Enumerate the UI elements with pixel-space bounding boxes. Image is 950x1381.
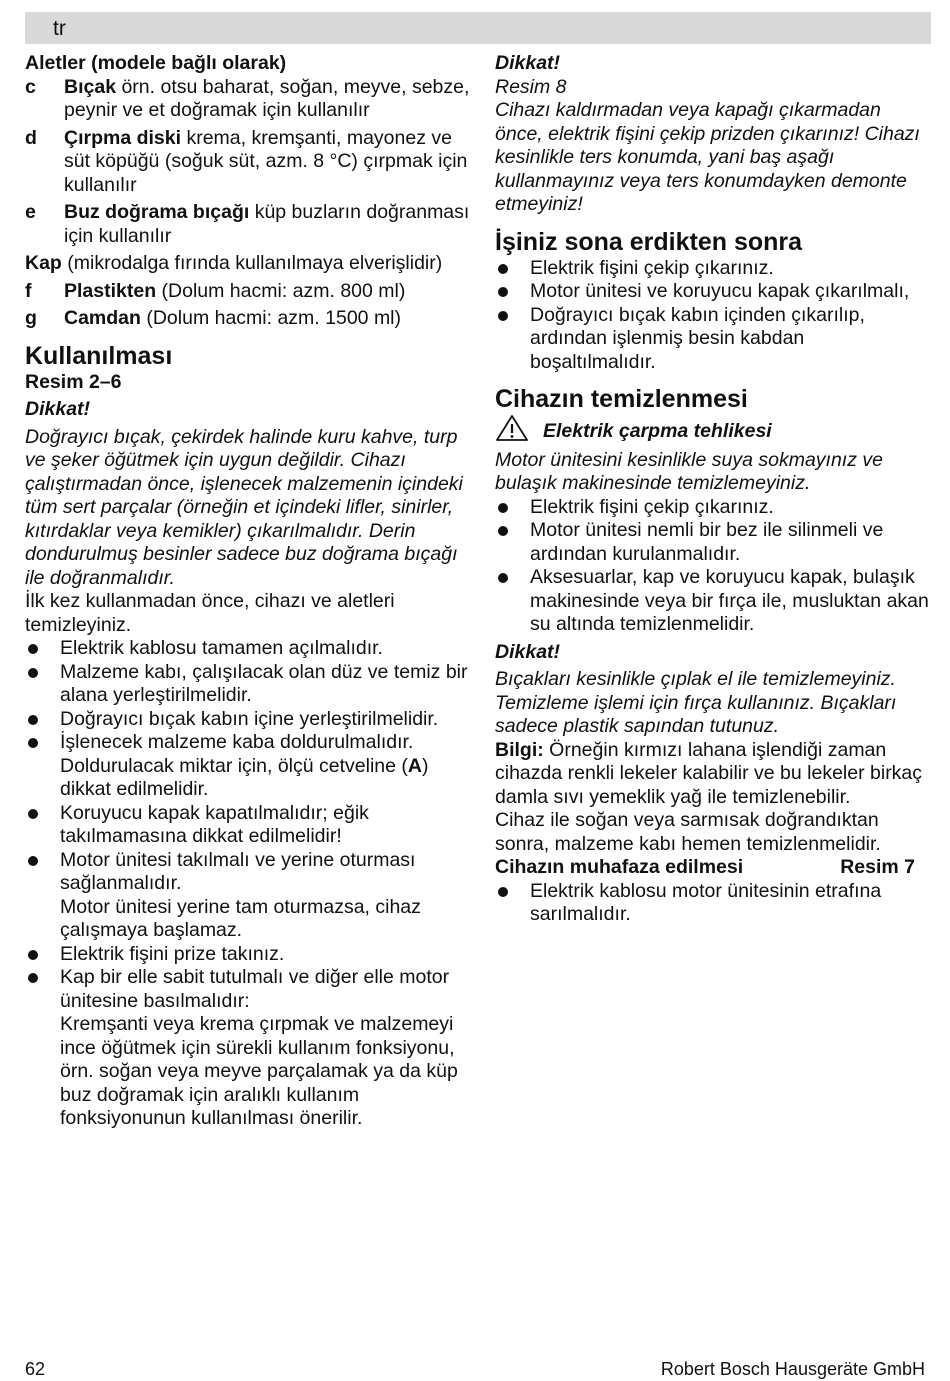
- shock-warning-text: Motor ünitesini kesinlikle suya sokmayınız ve bulaşık makinesinde temizlemeyiniz.: [495, 448, 883, 494]
- caution-label: Dikkat!: [495, 640, 561, 663]
- language-code: tr: [53, 17, 66, 40]
- kap-material: Camdan: [64, 307, 141, 329]
- shock-warning-label: Elektrik çarpma tehlikesi: [543, 419, 772, 442]
- kap-line: [25, 252, 470, 276]
- caution-label: Dikkat!: [495, 52, 561, 74]
- bullet-icon: [495, 566, 530, 637]
- list-item: Motor ünitesi ve koruyucu kapak çıkarılmalı,: [495, 280, 931, 304]
- caution-text: Bıçakları kesinlikle çıplak el ile temizlemeyiniz. Temizleme işlemi için fırça kullanınız. Bıçakları sadece plastik sapından tutunuz.: [495, 668, 897, 737]
- list-item: Elektrik fişini prize takınız.: [25, 943, 470, 967]
- caution-text: Cihazı kaldırmadan veya kapağı çıkarmadan önce, elektrik fişini çekip prizden çıkarınız! Cihazı kesinlikle ters konumda, yani baş aşağı kullanmayınız veya ters konumdayken demonte etmeyiniz!: [495, 99, 920, 215]
- kap-volume: (Dolum hacmi: azm. 800 ml): [156, 279, 406, 302]
- bullet-icon: [25, 802, 60, 849]
- bullet-icon: [25, 966, 60, 1131]
- kap-key: f: [25, 279, 32, 302]
- intro-text: İlk kez kullanmadan önce, cihazı ve aletleri temizleyiniz.: [25, 590, 395, 636]
- caution-figure-ref: Resim 8: [495, 75, 567, 98]
- list-item: Koruyucu kapak kapatılmalıdır; eğik takılmamasına dikkat edilmelidir!: [25, 802, 470, 849]
- kap-name: Kap: [25, 252, 62, 274]
- bullet-icon: [495, 496, 530, 520]
- tool-name: Çırpma diski: [64, 126, 182, 149]
- tool-key: c: [25, 75, 36, 98]
- scale-marker-label: A: [407, 754, 422, 777]
- caution-label: Dikkat!: [25, 398, 91, 420]
- bullet-icon: [25, 849, 60, 943]
- list-item: Motor ünitesi takılmalı ve yerine oturması sağlanmalıdır. Motor ünitesi yerine tam oturmazsa, cihaz çalışmaya başlamaz.: [25, 849, 470, 943]
- bullet-icon: [25, 943, 60, 967]
- kap-key: g: [25, 307, 37, 329]
- tool-key: d: [25, 126, 37, 149]
- after-use-heading: İşiniz sona erdikten sonra: [495, 227, 803, 256]
- list-item: Malzeme kabı, çalışılacak olan düz ve temiz bir alana yerleştirilmelidir.: [25, 661, 470, 708]
- tool-item: [25, 201, 470, 248]
- tool-name: Bıçak: [64, 75, 117, 98]
- bullet-icon: [495, 304, 530, 375]
- tool-item: [25, 127, 470, 198]
- bullet-icon: [495, 519, 530, 566]
- bullet-icon: [25, 731, 60, 802]
- list-item: Elektrik fişini çekip çıkarınız.: [495, 496, 931, 520]
- onion-note: Cihaz ile soğan veya sarmısak doğrandıktan sonra, malzeme kabı hemen temizlenmelidir.: [495, 809, 881, 855]
- storage-figure-ref: Resim 7: [840, 856, 915, 878]
- tool-item: [25, 76, 470, 123]
- list-item: Kap bir elle sabit tutulmalı ve diğer elle motor ünitesine basılmalıdır: Kremşanti veya krema çırpmak ve malzemeyi ince öğütmek için sürekli kullanım fonksiyonu, örn. soğan veya meyve parçalamak ya da küp buz doğramak için aralıklı kullanım fonksiyonunun kullanılması önerilir.: [25, 966, 470, 1131]
- info-text: Bilgi: Örneğin kırmızı lahana işlendiği zaman cihazda renkli lekeler kalabilir ve bu lekeler birkaç damla sıvı yemeklik yağ ile temizlenebilir.: [495, 738, 923, 808]
- storage-heading: Cihazın muhafaza edilmesi: [495, 856, 744, 878]
- usage-heading: Kullanılması: [25, 341, 173, 370]
- list-item: Elektrik fişini çekip çıkarınız.: [495, 257, 931, 281]
- warning-triangle-icon: [495, 414, 543, 449]
- tool-key: e: [25, 201, 36, 223]
- kap-item: [25, 307, 470, 331]
- bullet-icon: [495, 280, 530, 304]
- list-item: Motor ünitesi nemli bir bez ile silinmeli ve ardından kurulanmalıdır.: [495, 519, 931, 566]
- tool-name: Buz doğrama bıçağı: [64, 201, 250, 223]
- list-item: Doğrayıcı bıçak kabın içinden çıkarılıp, ardından işlenmiş besin kabdan boşaltılmalıdır.: [495, 304, 931, 375]
- kap-volume: (Dolum hacmi: azm. 1500 ml): [140, 307, 402, 329]
- left-column: [25, 52, 470, 1131]
- list-item: Elektrik kablosu tamamen açılmalıdır.: [25, 637, 470, 661]
- tools-heading: Aletler (modele bağlı olarak): [25, 52, 287, 74]
- tool-text: küp buzların doğranması için kullanılır: [64, 201, 470, 247]
- kap-material: Plastikten: [64, 279, 157, 302]
- bullet-icon: [25, 661, 60, 708]
- bullet-icon: [495, 257, 530, 281]
- list-item: Doğrayıcı bıçak kabın içine yerleştirilmelidir.: [25, 708, 470, 732]
- caution-text: Doğrayıcı bıçak, çekirdek halinde kuru kahve, turp ve şeker öğütmek için uygun değildir. Cihazı çalıştırmadan önce, işlenecek malzemenin içindeki tüm sert parçalar (örneğin et içindeki lifler, sinirler, kıtırdaklar veya kemikler) çıkarılmalıdır. Derin dondurulmuş besinler sadece buz doğrama bıçağı ile doğranmalıdır.: [25, 425, 463, 589]
- bullet-icon: [495, 880, 530, 927]
- bullet-icon: [25, 637, 60, 661]
- tool-text: krema, kremşanti, mayonez ve süt köpüğü (soğuk süt, azm. 8 °C) çırpmak için kullanılır: [64, 126, 468, 196]
- list-item: Elektrik kablosu motor ünitesinin etrafına sarılmalıdır.: [495, 880, 931, 927]
- page-number: 62: [25, 1359, 46, 1379]
- language-bar: [25, 12, 931, 44]
- storage-heading-row: [495, 856, 915, 880]
- shock-warning: [495, 414, 931, 449]
- usage-figure-ref: Resim 2–6: [25, 370, 122, 393]
- cleaning-heading: Cihazın temizlenmesi: [495, 385, 748, 413]
- info-label: Bilgi:: [495, 738, 544, 761]
- bullet-icon: [25, 708, 60, 732]
- kap-item: [25, 280, 470, 304]
- kap-text: (mikrodalga fırında kullanılmaya elverişlidir): [61, 252, 443, 274]
- tool-text: örn. otsu baharat, soğan, meyve, sebze, peynir ve et doğramak için kullanılır: [64, 75, 470, 121]
- right-column: [495, 52, 931, 927]
- list-item: Aksesuarlar, kap ve koruyucu kapak, bulaşık makinesinde veya bir fırça ile, musluktan akan su altında temizlenmelidir.: [495, 566, 931, 637]
- company-name: Robert Bosch Hausgeräte GmbH: [660, 1359, 925, 1379]
- list-item: İşlenecek malzeme kaba doldurulmalıdır. Doldurulacak miktar için, ölçü cetveline (A) dikkat edilmelidir.: [25, 731, 470, 802]
